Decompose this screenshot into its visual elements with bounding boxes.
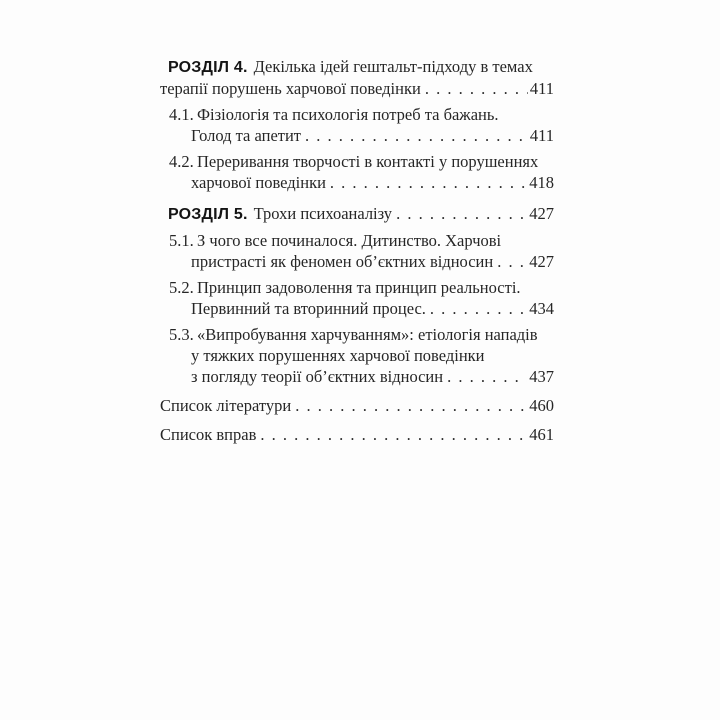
entry-last-line: [191, 251, 554, 272]
entry-last-line: [191, 172, 554, 193]
page-number: 461: [529, 425, 554, 444]
entry-last-line: [191, 366, 554, 387]
page-number: 411: [529, 79, 554, 98]
toc-entry-5-3: [160, 324, 554, 387]
dot-leader: [430, 298, 527, 319]
section-number: 5.3.: [169, 325, 194, 344]
page-number: 427: [529, 252, 554, 271]
entry-title-text: Список літератури: [160, 396, 292, 415]
entry-title-line: у тяжких порушеннях харчової поведінки: [191, 346, 485, 365]
page-number: 460: [529, 396, 554, 415]
entry-title-text: харчової поведінки: [191, 173, 326, 192]
section-number: 4.2.: [169, 152, 194, 171]
entry-title-line: З чого все починалося. Дитинство. Харчові: [197, 231, 502, 250]
entry-title-text: пристрасті як феномен об’єктних відносин: [191, 252, 494, 271]
toc-entry-exercises: [160, 424, 554, 445]
entry-last-line: [160, 395, 554, 416]
dot-leader: [305, 125, 528, 146]
entry-last-line: [160, 424, 554, 445]
entry-last-line: [160, 203, 554, 225]
entry-last-line: [191, 125, 554, 146]
entry-title-line: Принцип задоволення та принцип реальності.: [197, 278, 521, 297]
section-number: 5.2.: [169, 278, 194, 297]
toc-entry-5-1: [160, 230, 554, 272]
toc-entry-chapter-4: [160, 56, 554, 99]
toc-entry-4-1: [160, 104, 554, 146]
chapter-label: РОЗДІЛ 5.: [168, 206, 248, 223]
dot-leader: [425, 78, 528, 99]
toc-entry-bibliography: [160, 395, 554, 416]
entry-title-line: Переривання творчості в контакті у порушеннях: [197, 152, 539, 171]
page-number: 418: [529, 173, 554, 192]
dot-leader: [396, 203, 527, 224]
page-number: 434: [529, 299, 554, 318]
chapter-label: РОЗДІЛ 4.: [168, 59, 248, 76]
entry-title-line: Фізіологія та психологія потреб та бажань.: [197, 105, 499, 124]
toc-entry-5-2: [160, 277, 554, 319]
entry-title-line: «Випробування харчуванням»: етіологія нападів: [197, 325, 538, 344]
dot-leader: [497, 251, 527, 272]
entry-title-line: [160, 56, 554, 78]
page-number: 427: [529, 204, 554, 223]
entry-last-line: [191, 298, 554, 319]
dot-leader: [330, 172, 527, 193]
entry-title-text: терапії порушень харчової поведінки: [160, 79, 421, 98]
entry-title-text: з погляду теорії об’єктних відносин: [191, 367, 444, 386]
toc-entry-4-2: [160, 151, 554, 193]
dot-leader: [260, 424, 527, 445]
dot-leader: [447, 366, 527, 387]
entry-title-text: Список вправ: [160, 425, 257, 444]
toc-entry-chapter-5: [160, 203, 554, 225]
book-toc-page: [160, 56, 554, 450]
entry-title-text: Декілька ідей гештальт-підходу в темах: [253, 57, 533, 76]
entry-title-text: Первинний та вторинний процес.: [191, 299, 426, 318]
entry-title-text: Трохи психоаналізу: [253, 204, 393, 223]
section-number: 4.1.: [169, 105, 194, 124]
entry-title-text: Голод та апетит: [191, 126, 302, 145]
page-number: 411: [529, 126, 554, 145]
entry-last-line: [160, 78, 554, 99]
dot-leader: [295, 395, 527, 416]
page-number: 437: [529, 367, 554, 386]
section-number: 5.1.: [169, 231, 194, 250]
